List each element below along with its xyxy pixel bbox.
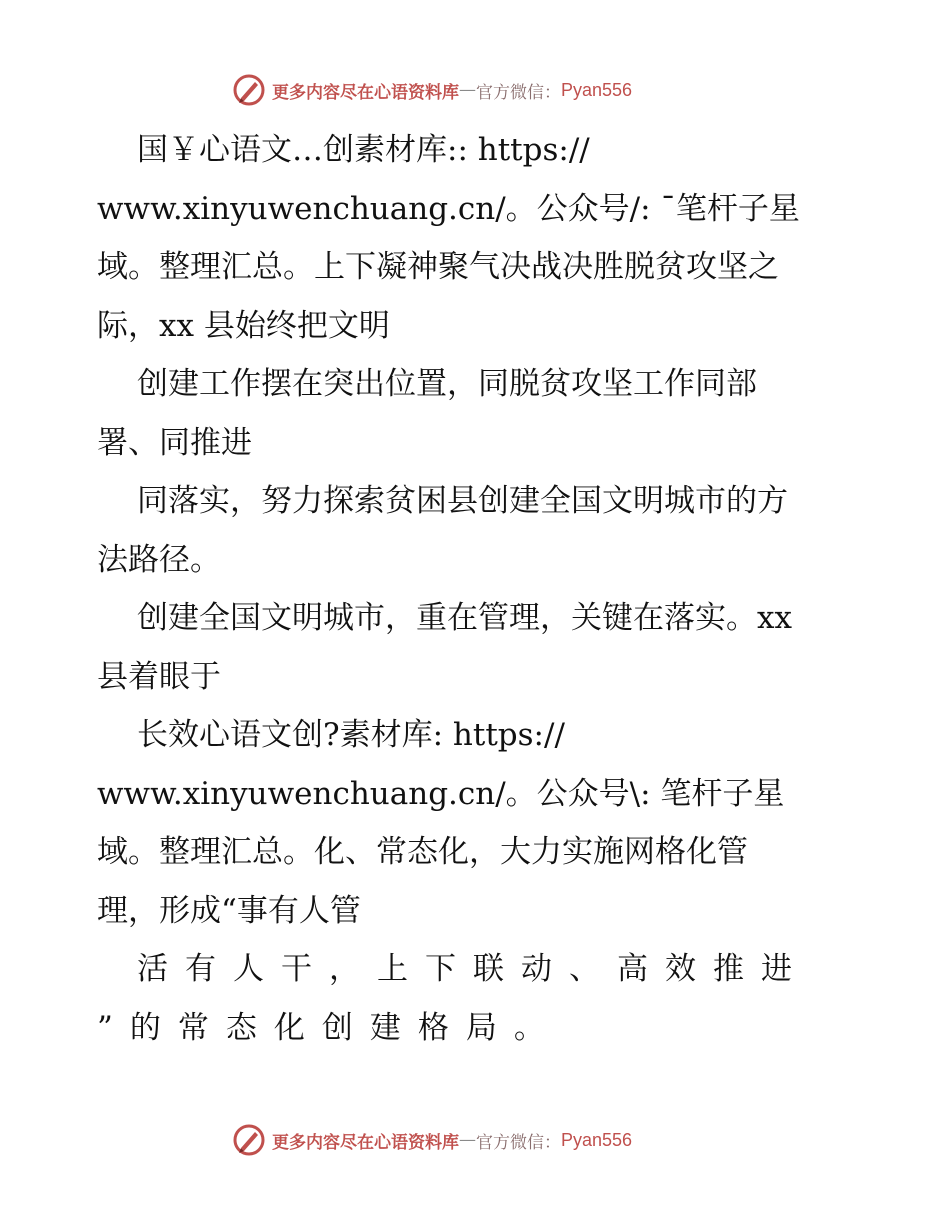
text-line: 国￥心语文…创素材库:: https:// xyxy=(137,132,590,168)
banner-official-label: 官方微信： xyxy=(476,1132,561,1153)
text-line: 县着眼于 xyxy=(97,658,221,695)
text-line: 域。整理汇总。上下凝神聚气决战决胜脱贫攻坚之 xyxy=(97,249,779,285)
pen-logo-icon xyxy=(232,73,266,107)
banner-text: 更多内容尽在心语资料库 xyxy=(272,1132,459,1153)
text-line: 署、同推进 xyxy=(97,424,252,461)
banner-separator: — xyxy=(459,80,476,100)
banner-wechat-id: Pyan556 xyxy=(561,1129,633,1150)
text-line: 理，形成“事有人管 xyxy=(97,892,361,929)
text-line: 同落实，努力探索贫困县创建全国文明城市的方 xyxy=(137,483,788,519)
text-line: www.xinyuwenchuang.cn/。公众号\: 笔杆子星 xyxy=(97,775,785,812)
banner-text: 更多内容尽在心语资料库 xyxy=(272,82,459,103)
footer-banner xyxy=(232,1123,632,1157)
banner-official-label: 官方微信： xyxy=(476,82,561,103)
text-line: www.xinyuwenchuang.cn/。公众号/: ¯笔杆子星 xyxy=(97,190,800,227)
pen-logo-icon xyxy=(232,1123,266,1157)
text-line: 法路径。 xyxy=(97,541,221,578)
document-body xyxy=(97,121,857,1057)
text-line: 长效心语文创?素材库: https:// xyxy=(137,717,565,753)
text-line: 创建全国文明城市，重在管理，关键在落实。xx xyxy=(137,600,792,636)
text-line: 创建工作摆在突出位置，同脱贫攻坚工作同部 xyxy=(137,366,757,402)
text-line: 际，xx 县始终把文明 xyxy=(97,307,390,344)
text-line: ”的常态化创建格局。 xyxy=(97,1009,562,1046)
header-banner xyxy=(232,73,632,107)
text-line: 域。整理汇总。化、常态化，大力实施网格化管 xyxy=(97,834,748,870)
text-line: 活有人干，上下联动、高效推进 xyxy=(137,951,809,987)
banner-wechat-id: Pyan556 xyxy=(561,79,633,100)
banner-separator: — xyxy=(459,1130,476,1150)
